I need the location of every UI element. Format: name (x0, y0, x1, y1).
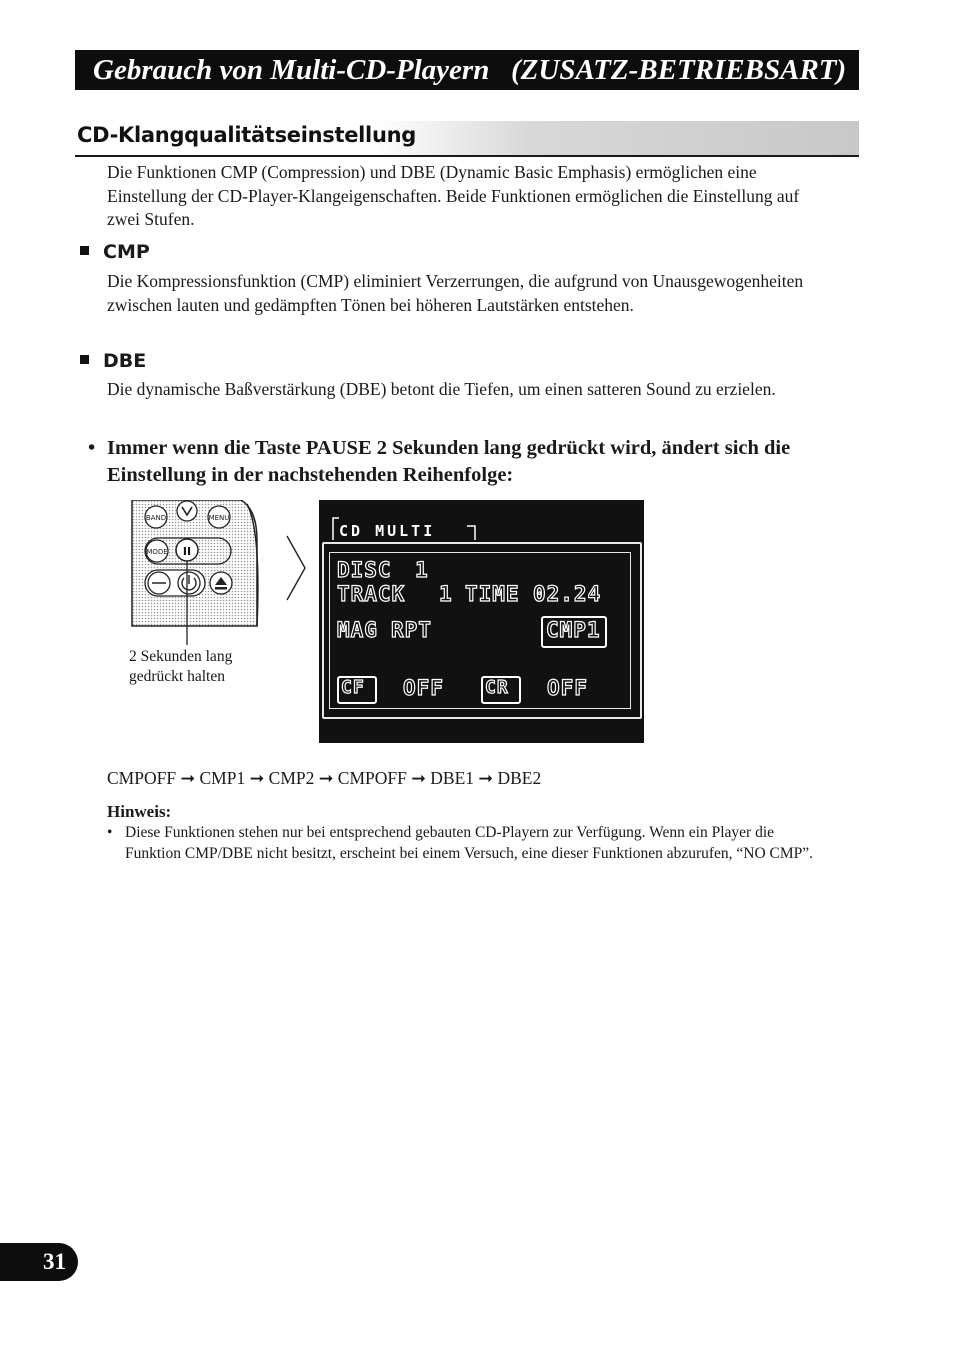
disc-label: DISC (337, 558, 392, 582)
caption-line-1: 2 Sekunden lang (129, 648, 233, 665)
sequence-arrow-icon: ➞ (180, 768, 196, 788)
page-number: 31 (0, 1243, 78, 1281)
section-heading-bar (75, 121, 859, 157)
sequence-arrow-icon: ➞ (318, 768, 334, 788)
instruction-text: Immer wenn die Taste PAUSE 2 Sekunden lang gedrückt wird, ändert sich die Einstellung in der nachstehenden Reihenfolge: (107, 437, 791, 486)
remote-caption (129, 647, 232, 687)
disc-value: 1 (415, 558, 429, 582)
chapter-mode: (ZUSATZ-BETRIEBSART) (511, 54, 847, 86)
track-label: TRACK (337, 582, 406, 606)
track-value: 1 (439, 582, 453, 606)
cmp-paragraph: Die Kompressionsfunktion (CMP) eliminiert Verzerrungen, die aufgrund von Unausgewogenheiten zwischen lauten und gedämpften Tönen bei höheren Lautstärken entstehen. (107, 271, 804, 315)
eject-button (210, 572, 232, 594)
dbe-paragraph: Die dynamische Baßverstärkung (DBE) betont die Tiefen, um einen satteren Sound zu erzielen. (107, 379, 776, 399)
cf-value: OFF (403, 676, 444, 700)
pause-button (176, 539, 198, 561)
mode-label: MODE (146, 548, 168, 556)
note-bullet: • (107, 824, 113, 841)
power-button (178, 572, 200, 594)
instruction (88, 435, 848, 489)
section-heading: CD-Klangqualitätseinstellung (77, 123, 416, 147)
mag-label: MAG (337, 618, 378, 642)
menu-label: MENU (208, 514, 230, 522)
square-bullet-icon (80, 355, 89, 364)
dbe-subheading (80, 350, 146, 372)
down-arrow-button (177, 501, 197, 521)
band-label: BAND (145, 514, 167, 522)
cr-value: OFF (547, 676, 588, 700)
volume-button (148, 572, 170, 594)
intro-paragraph: Die Funktionen CMP (Compression) und DBE (Dynamic Basic Emphasis) ermöglichen eine Einstellung der CD-Player-Klangeigenschaften. Beide Funktionen ermöglichen die Einstellung auf zwei Stufen. (107, 162, 800, 229)
rpt-label: RPT (391, 618, 432, 642)
sequence-arrow-icon: ➞ (249, 768, 265, 788)
band-button (145, 506, 167, 528)
arrow-right-icon (284, 534, 308, 602)
cf-label: CF (341, 677, 365, 698)
sequence-step: DBE2 (497, 768, 542, 788)
remote-control-illustration (129, 500, 260, 645)
caption-line-2: gedrückt halten (129, 668, 225, 685)
dbe-heading: DBE (103, 350, 147, 372)
cmp-subheading (80, 241, 150, 263)
pause-icon: II (182, 545, 192, 558)
cmp-heading: CMP (103, 241, 150, 263)
sequence-arrow-icon: ➞ (478, 768, 494, 788)
sequence-step: CMP1 (199, 768, 246, 788)
note (107, 823, 827, 864)
chapter-banner (75, 50, 859, 90)
note-text: Diese Funktionen stehen nur bei entsprechend gebauten CD-Playern zur Verfügung. Wenn ein Player die Funktion CMP/DBE nicht besitzt, erscheint bei einem Versuch, eine dieser Funktionen abzurufen, “NO CMP”. (125, 824, 814, 862)
sequence-step: CMPOFF (107, 768, 177, 788)
lcd-display (319, 500, 644, 743)
sequence-step: CMPOFF (337, 768, 407, 788)
sequence-step: CMP2 (268, 768, 315, 788)
instruction-bullet: • (88, 437, 96, 459)
cr-label: CR (485, 677, 509, 698)
time-label: TIME (465, 582, 520, 606)
sequence-arrow-icon: ➞ (411, 768, 426, 788)
time-value: 02.24 (533, 582, 602, 606)
square-bullet-icon (80, 246, 89, 255)
mode-button (146, 540, 168, 562)
note-title: Hinweis: (107, 802, 172, 821)
lcd-header: CD MULTI (339, 522, 436, 540)
chapter-title: Gebrauch von Multi-CD-Playern (93, 54, 490, 86)
cmp-indicator: CMP1 (546, 618, 601, 642)
menu-button (208, 506, 230, 528)
sequence-step: DBE1 (430, 768, 475, 788)
mode-sequence (107, 766, 541, 790)
